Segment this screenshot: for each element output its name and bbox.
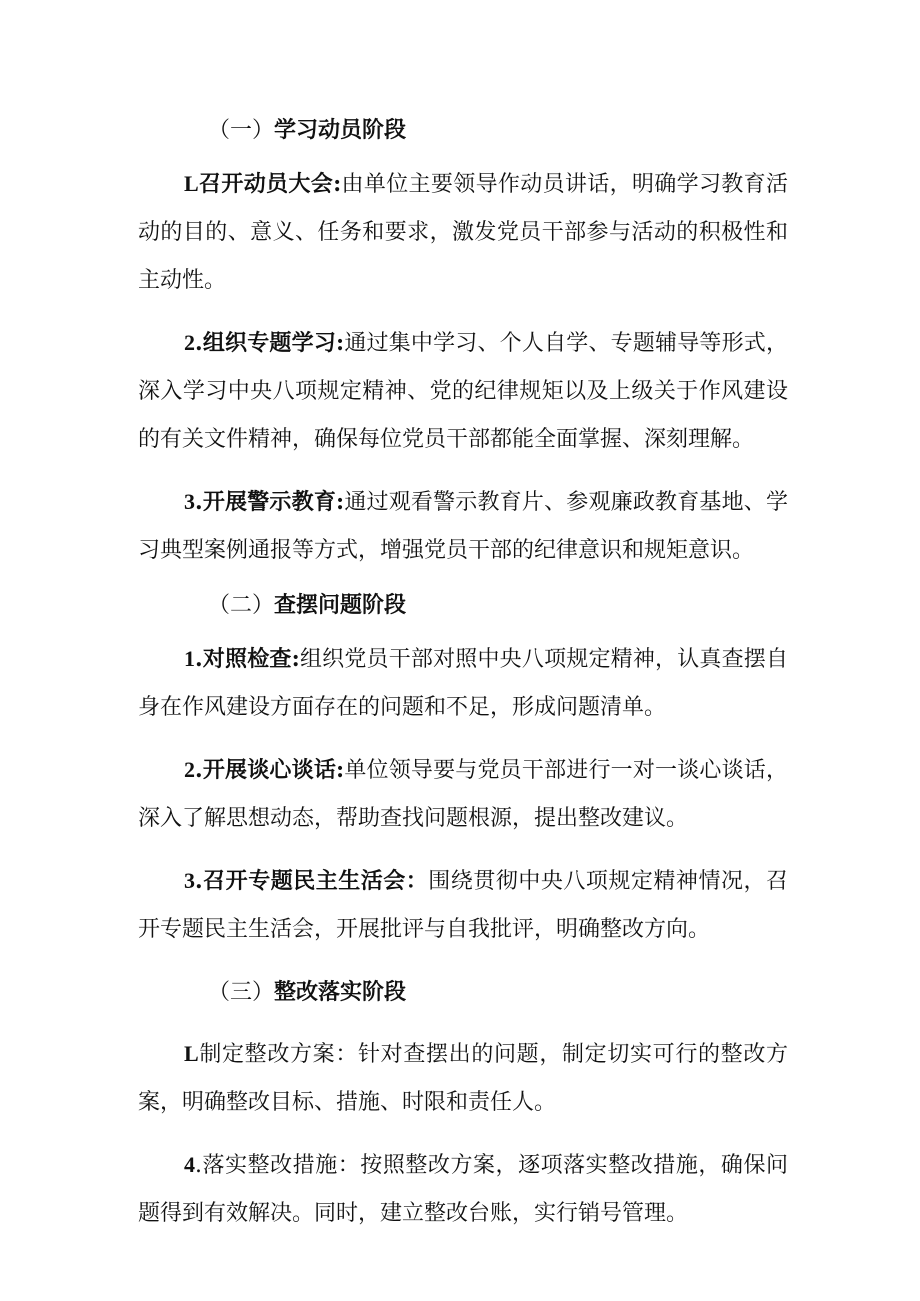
- paragraph-item: [138, 478, 788, 575]
- section-heading-text: 学习动员阶段: [274, 117, 407, 143]
- item-body: 制定整改方案：针对查摆出的问题，制定切实可行的整改方案，明确整改目标、措施、时限和责任人。: [138, 1042, 788, 1115]
- section-heading-number: （一）: [208, 118, 275, 143]
- item-number: 1: [184, 646, 195, 671]
- item-number: 2: [184, 757, 195, 782]
- item-number: L: [184, 1041, 199, 1066]
- item-title: .组织专题学习:: [195, 330, 345, 356]
- item-number: L: [184, 171, 199, 196]
- paragraph-item: [138, 1141, 788, 1238]
- item-body: 通过观看警示教育片、参观廉政教育基地、学习典型案例通报等方式，增强党员干部的纪律意识和规矩意识。: [138, 490, 788, 563]
- item-title: .开展警示教育:: [195, 489, 345, 515]
- paragraph-item: [138, 857, 788, 954]
- paragraph-item: [138, 746, 788, 843]
- item-number: 3: [184, 489, 195, 514]
- section-heading-number: （二）: [208, 593, 275, 618]
- item-body: 由单位主要领导作动员讲话，明确学习教育活动的目的、意义、任务和要求，激发党员干部参与活动的积极性和主动性。: [138, 172, 788, 293]
- paragraph-item: [138, 160, 788, 305]
- item-title: .开展谈心谈话:: [195, 757, 345, 783]
- section-heading-3: [138, 968, 788, 1016]
- paragraph-item: [138, 635, 788, 732]
- document-body: [138, 106, 788, 1238]
- item-body: 通过集中学习、个人自学、专题辅导等形式，深入学习中央八项规定精神、党的纪律规矩以及上级关于作风建设的有关文件精神，确保每位党员干部都能全面掌握、深刻理解。: [138, 331, 788, 452]
- section-heading-2: [138, 581, 788, 629]
- item-body: 组织党员干部对照中央八项规定精神，认真查摆自身在作风建设方面存在的问题和不足，形成问题清单。: [138, 647, 788, 720]
- section-heading-1: [138, 106, 788, 154]
- item-title: .召开专题民主生活会：: [195, 868, 429, 894]
- paragraph-item: [138, 319, 788, 464]
- section-heading-text: 整改落实阶段: [274, 979, 407, 1005]
- item-title: .对照检查:: [195, 646, 300, 672]
- paragraph-item: [138, 1030, 788, 1127]
- item-body: 单位领导要与党员干部进行一对一谈心谈话，深入了解思想动态，帮助查找问题根源，提出整改建议。: [138, 758, 788, 831]
- item-number: 4: [184, 1152, 195, 1177]
- item-number: 3: [184, 868, 195, 893]
- section-heading-number: （三）: [208, 980, 275, 1005]
- item-number: 2: [184, 330, 195, 355]
- item-body: .落实整改措施：按照整改方案，逐项落实整改措施，确保问题得到有效解决。同时，建立整改台账，实行销号管理。: [138, 1153, 788, 1226]
- item-body: 围绕贯彻中央八项规定精神情况，召开专题民主生活会，开展批评与自我批评，明确整改方向。: [138, 869, 788, 942]
- section-heading-text: 查摆问题阶段: [274, 592, 407, 618]
- item-title: 召开动员大会:: [198, 171, 342, 197]
